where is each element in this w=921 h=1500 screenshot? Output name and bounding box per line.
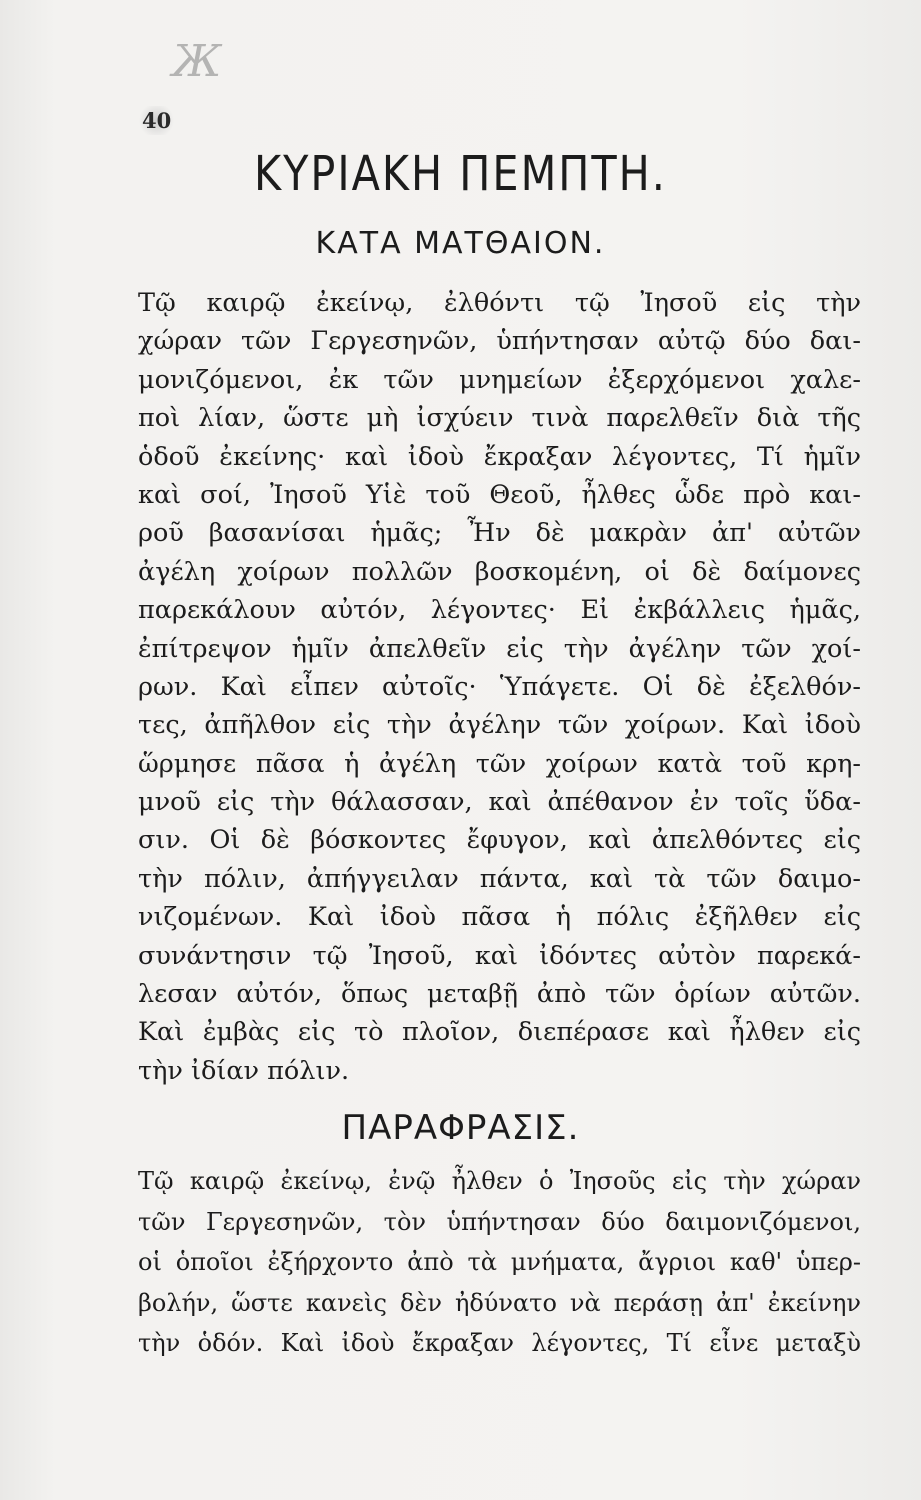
text-line: παρεκάλουν αὐτόν, λέγοντες· Εἰ ἐκβάλλεις ἡμᾶς, <box>138 595 861 626</box>
page-number: 40 <box>136 106 177 135</box>
handwritten-mark: Ж <box>172 36 222 87</box>
paraphrase-heading: ΠΑΡΑΦΡΑΣΙΣ. <box>341 1108 580 1148</box>
text-line: μνοῦ εἰς τὴν θάλασσαν, καὶ ἀπέθανον ἐν τοῖς ὕδα- <box>138 787 861 818</box>
text-line: ποὶ λίαν, ὥστε μὴ ἰσχύειν τινὰ παρελθεῖν διὰ τῆς <box>138 403 861 434</box>
text-line: Τῷ καιρῷ ἐκείνῳ, ἐνῷ ἦλθεν ὁ Ἰησοῦς εἰς τὴν χώραν <box>138 1167 861 1195</box>
page-subheading: ΚΑΤΑ ΜΑΤΘΑΙΟΝ. <box>315 226 606 261</box>
paraphrase-text <box>138 1161 861 1364</box>
text-line: λεσαν αὐτόν, ὅπως μεταβῇ ἀπὸ τῶν ὁρίων αὐτῶν. <box>138 979 861 1010</box>
text-line: τες, ἀπῆλθον εἰς τὴν ἀγέλην τῶν χοίρων. Καὶ ἰδοὺ <box>138 710 861 741</box>
text-line: ὥρμησε πᾶσα ἡ ἀγέλη τῶν χοίρων κατὰ τοῦ κρη- <box>138 748 861 779</box>
text-line: χώραν τῶν Γεργεσηνῶν, ὑπήντησαν αὐτῷ δύο δαι- <box>138 326 861 357</box>
text-line: μονιζόμενοι, ἐκ τῶν μνημείων ἐξερχόμενοι χαλε- <box>138 364 861 395</box>
text-line: καὶ σοί, Ἰησοῦ Υἱὲ τοῦ Θεοῦ, ἦλθες ὧδε πρὸ και- <box>138 479 861 510</box>
text-line: ἀγέλη χοίρων πολλῶν βοσκομένη, οἱ δὲ δαίμονες <box>138 556 861 587</box>
text-line: τῶν Γεργεσηνῶν, τὸν ὑπήντησαν δύο δαιμονιζόμενοι, <box>138 1207 861 1236</box>
text-line: ἐπίτρεψον ἡμῖν ἀπελθεῖν εἰς τὴν ἀγέλην τῶν χοί- <box>138 633 861 664</box>
text-line: ὁδοῦ ἐκείνης· καὶ ἰδοὺ ἔκραξαν λέγοντες, Τί ἡμῖν <box>138 441 861 472</box>
text-line: Τῷ καιρῷ ἐκείνῳ, ἐλθόντι τῷ Ἰησοῦ εἰς τὴν <box>138 288 861 318</box>
text-line: τὴν ἰδίαν πόλιν. <box>138 1055 350 1086</box>
text-line: ρων. Καὶ εἶπεν αὐτοῖς· Ὑπάγετε. Οἱ δὲ ἐξελθόν- <box>138 671 861 702</box>
text-line: βολήν, ὥστε κανεὶς δὲν ἠδύνατο νὰ περάσῃ ἀπ' ἐκείνην <box>138 1288 861 1317</box>
text-line: τὴν πόλιν, ἀπήγγειλαν πάντα, καὶ τὰ τῶν δαιμο- <box>138 863 861 894</box>
text-line: ροῦ βασανίσαι ἡμᾶς; Ἦν δὲ μακρὰν ἀπ' αὐτῶν <box>138 518 861 549</box>
text-line: συνάντησιν τῷ Ἰησοῦ, καὶ ἰδόντες αὐτὸν παρεκά- <box>138 940 861 971</box>
gospel-text <box>138 284 861 1090</box>
page-heading: ΚΥΡΙΑΚΗ ΠΕΜΠΤΗ. <box>254 144 667 202</box>
text-line: σιν. Οἱ δὲ βόσκοντες ἔφυγον, καὶ ἀπελθόντες εἰς <box>138 825 861 856</box>
text-line: τὴν ὁδόν. Καὶ ἰδοὺ ἔκραξαν λέγοντες, Τί εἶνε μεταξὺ <box>138 1329 861 1358</box>
text-line: νιζομένων. Καὶ ἰδοὺ πᾶσα ἡ πόλις ἐξῆλθεν εἰς <box>138 902 861 933</box>
text-line: Καὶ ἐμβὰς εἰς τὸ πλοῖον, διεπέρασε καὶ ἦλθεν εἰς <box>138 1017 861 1048</box>
text-line: οἱ ὁποῖοι ἐξήρχοντο ἀπὸ τὰ μνήματα, ἄγριοι καθ' ὑπερ- <box>138 1248 861 1277</box>
